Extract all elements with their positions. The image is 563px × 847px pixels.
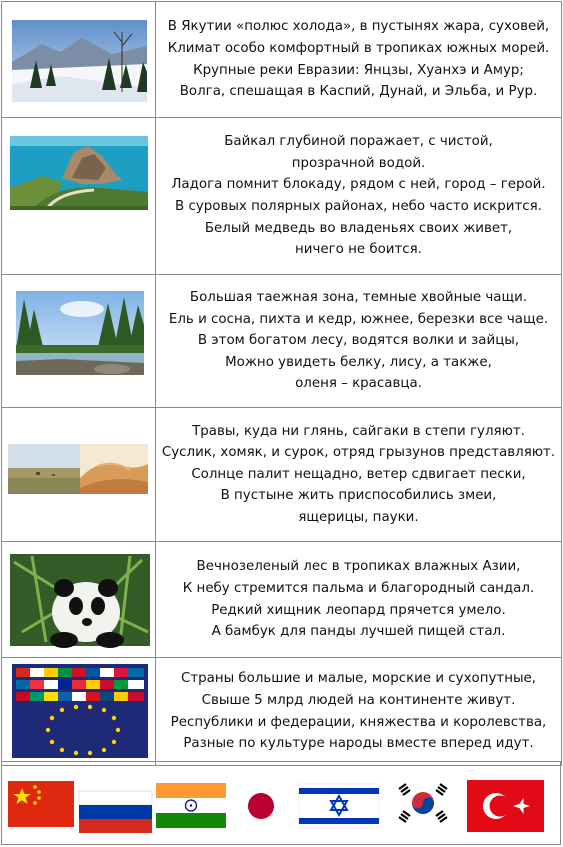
verse-line: Травы, куда ни глянь, сайгаки в степи гуляют. [192,423,525,439]
verse-line: Разные по культуре народы вместе вперед идут. [183,736,534,752]
verse-line: Страны большие и малые, морские и сухопутные, [180,671,537,687]
table-row [2,408,562,542]
verse-line: Байкал глубиной поражает, с чистой, [224,134,493,150]
table-row [2,118,562,275]
image-cell [2,2,156,118]
verse-line: В пустыне жить приспособились змеи, [220,488,497,504]
verse-line: Ель и сосна, пихта и кедр, южнее, березки все чаще. [168,311,549,327]
verse-line: К небу стремится пальма и благородный сандал. [182,580,535,596]
verse-line: Большая таежная зона, темные хвойные чащи. [189,290,528,306]
image-cell [2,658,156,766]
image-cell [2,275,156,408]
verse-line: Климат особо комфортный в тропиках южных морей. [167,40,550,56]
verse-line: В Якутии «полюс холода», в пустынях жара, суховей, [167,19,550,35]
israel-flag [299,784,379,828]
japan-flag [238,790,284,822]
steppe-and-desert-image [2,408,155,541]
verse-cell [156,2,562,118]
turkey-flag [467,780,544,832]
verse-line: ящерицы, пауки. [298,509,419,525]
table-row [2,275,562,408]
eurasia-table [1,1,562,766]
table-row [2,542,562,658]
verse-line: Можно увидеть белку, лису, а также, [225,354,492,370]
image-cell [2,542,156,658]
china-flag [8,781,74,827]
verse-line: Суслик, хомяк, и сурок, отряд грызунов представляют. [161,445,556,461]
verse-cell [156,658,562,766]
verse-cell [156,542,562,658]
verse-line: Ладога помнит блокаду, рядом с ней, город – герой. [171,177,546,193]
verse-line: Крупные реки Евразии: Янцзы, Хуанхэ и Амур; [193,62,524,78]
panda-bamboo-image [2,542,155,657]
table-row [2,2,562,118]
verse-line: Волга, спешащая в Каспий, Дунай, и Эльба, и Рур. [179,84,538,100]
table-row [2,658,562,766]
india-flag [156,783,226,828]
russia-flag [79,791,152,833]
image-cell [2,408,156,542]
eu-flags-image [2,658,155,765]
verse-cell [156,275,562,408]
taiga-forest-river-image [2,275,155,407]
verse-line: Солнце палит нещадно, ветер сдвигает пески, [191,466,526,482]
verse-line: Вечнозеленый лес в тропиках влажных Азии, [196,559,521,575]
verse-line: А бамбук для панды лучшей пищей стал. [211,624,506,640]
verse-line: оленя – красавца. [295,376,422,392]
baikal-lake-image [2,118,155,274]
winter-landscape-image [2,2,155,117]
verse-cell [156,118,562,275]
image-cell [2,118,156,275]
flags-strip [1,761,561,845]
verse-line: В этом богатом лесу, водятся волки и зайцы, [197,333,520,349]
verse-line: Белый медведь во владеньях своих живет, [204,220,513,236]
flags-row [2,762,560,844]
south-korea-flag [393,782,453,824]
verse-line: Редкий хищник леопард прячется умело. [211,602,506,618]
verse-line: Свыше 5 млрд людей на континенте живут. [201,692,516,708]
verse-line: В суровых полярных районах, небо часто искрится. [175,199,542,214]
verse-line: прозрачной водой. [291,155,426,171]
flag-banner [16,668,144,701]
verse-line: ничего не боится. [295,242,422,258]
verse-line: Республики и федерации, княжества и королевства, [170,714,547,730]
verse-cell [156,408,562,542]
